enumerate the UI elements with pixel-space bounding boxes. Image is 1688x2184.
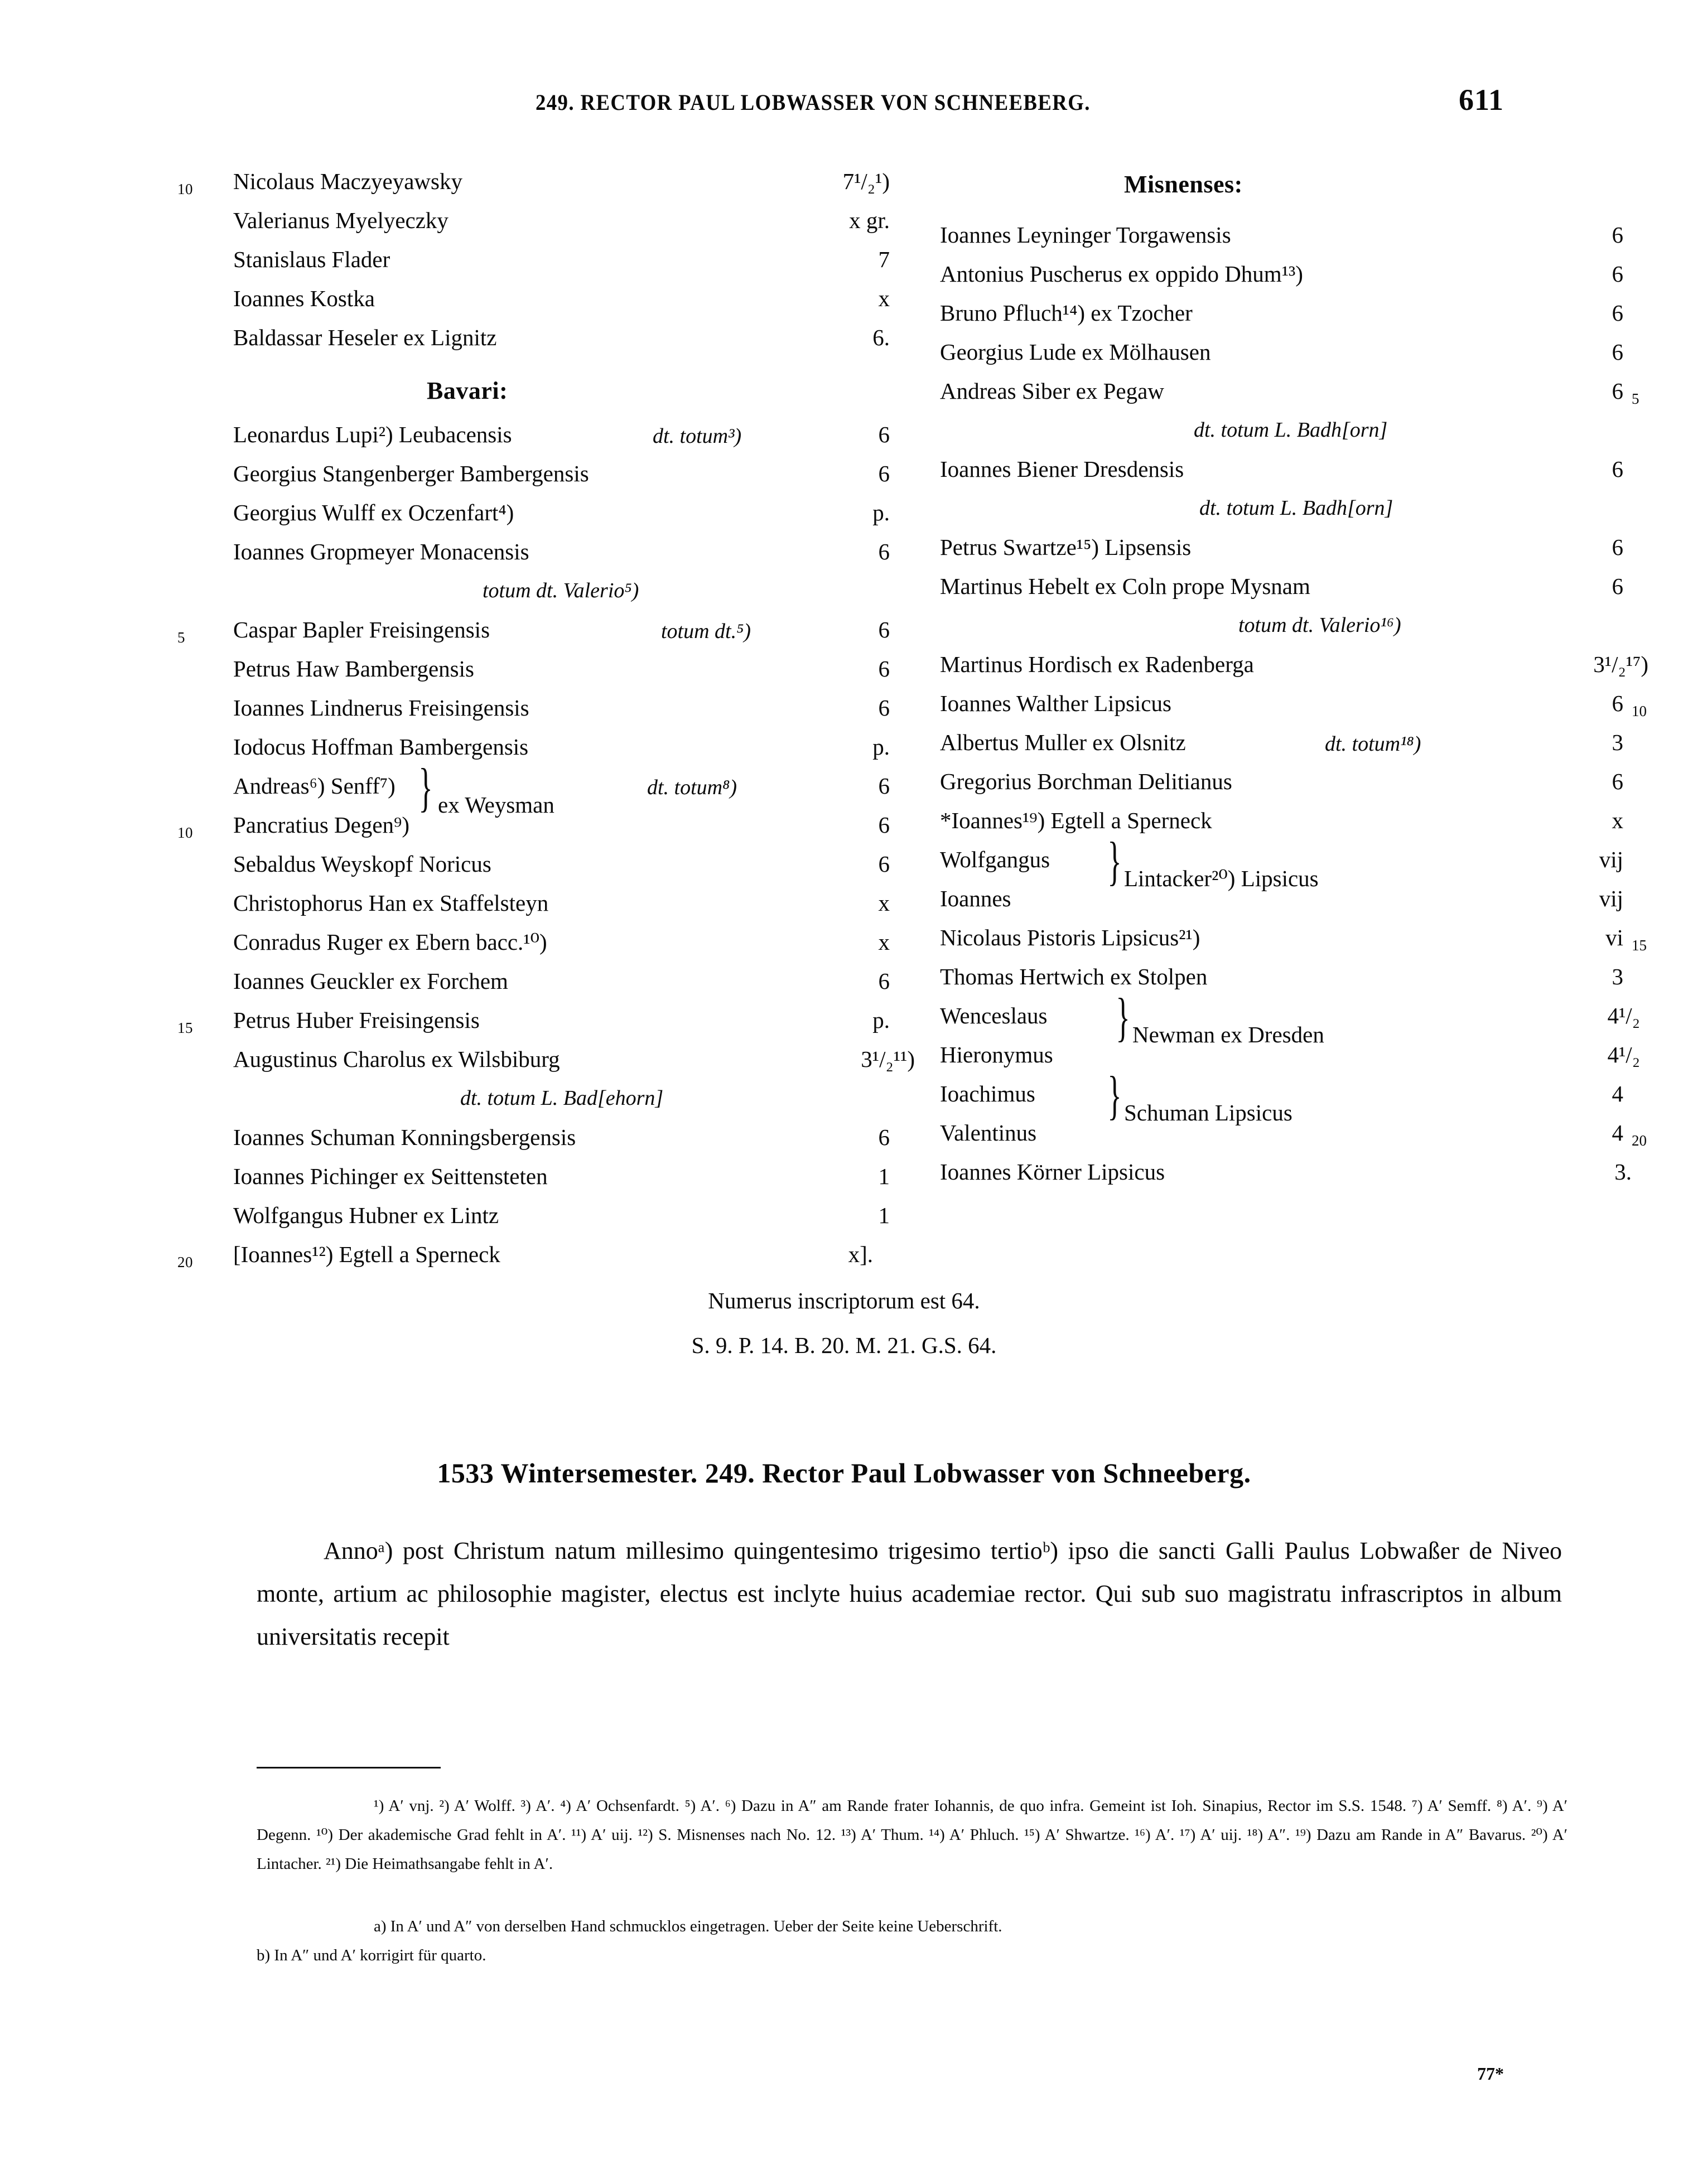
register-entry — [206, 1118, 920, 1157]
entry-name: Ioannes — [940, 886, 1011, 911]
entry-name: *Ioannes¹⁹) Egtell a Sperneck — [940, 808, 1212, 833]
register-entry — [940, 684, 1660, 723]
register-entry — [940, 645, 1660, 684]
continuation-line — [940, 410, 1660, 450]
entry-name: Martinus Hordisch ex Radenberga — [940, 651, 1254, 677]
line-number: 15 — [177, 1019, 193, 1036]
register-entry — [206, 1196, 920, 1235]
entry-amount: 6 — [1612, 222, 1623, 248]
entry-name: Augustinus Charolus ex Wilsbiburg — [233, 1046, 560, 1072]
entry-amount: 6 — [878, 851, 890, 877]
entry-name: Albertus Muller ex Olsnitz — [940, 729, 1186, 755]
register-entry — [940, 567, 1660, 606]
group-heading-bavari: Bavari: — [427, 377, 508, 404]
register-entry — [940, 371, 1660, 410]
entry-amount: x — [878, 929, 890, 955]
brace-icon: } — [1107, 1065, 1122, 1125]
entry-amount: 3¹/₂¹¹) — [861, 1046, 915, 1072]
entry-name: Wolfgangus — [940, 847, 1050, 872]
entry-name: Iodocus Hoffman Bambergensis — [233, 734, 529, 760]
left-column — [177, 162, 920, 1274]
register-entry — [940, 332, 1660, 371]
register-entry — [940, 293, 1660, 332]
register-entry-braced — [206, 766, 920, 805]
register-entry — [206, 240, 920, 279]
entry-name: Sebaldus Weyskopf Noricus — [233, 851, 491, 877]
entry-name: Leonardus Lupi²) Leubacensis — [233, 422, 512, 447]
entry-name: Conradus Ruger ex Ebern bacc.¹⁰) — [233, 929, 547, 955]
brace-label: Newman ex Dresden — [1132, 1022, 1324, 1047]
register-entry — [940, 801, 1660, 840]
entry-amount: 6 — [1612, 690, 1623, 716]
entry-name: Valentinus — [940, 1120, 1037, 1146]
entry-name: Ioannes Körner Lipsicus — [940, 1159, 1165, 1185]
entry-amount: 6 — [878, 812, 890, 838]
footnotes-lettered — [257, 1912, 1568, 1970]
entry-amount: x — [878, 286, 890, 311]
page-number: 611 — [1458, 83, 1504, 117]
entry-name: Baldassar Heseler ex Lignitz — [233, 325, 497, 350]
continuation-line — [940, 489, 1660, 528]
register-entry — [206, 1157, 920, 1196]
brace-label: Schuman Lipsicus — [1124, 1100, 1292, 1125]
summary-breakdown-line: S. 9. P. 14. B. 20. M. 21. G.S. 64. — [691, 1332, 997, 1358]
running-head — [223, 83, 1504, 123]
entry-amount: 4 — [1612, 1081, 1623, 1107]
entry-name: Ioannes Lindnerus Freisingensis — [233, 695, 529, 721]
register-entry — [206, 454, 920, 493]
entry-name: Petrus Huber Freisingensis — [233, 1007, 480, 1033]
line-number: 5 — [177, 629, 185, 646]
body-paragraph: Annoᵃ) post Christum natum millesimo quingentesimo trigesimo tertioᵇ) ipso die sancti Galli Paulus Lobwaßer de Niveo monte, artium ac philosophie magister, electus est inclyte huius academiae rector. Qui sub suo magistratu infrascriptos in album universitatis recepit — [257, 1537, 1562, 1650]
entry-amount: 6 — [1612, 456, 1623, 482]
continuation-text: totum dt. Valerio⁵) — [483, 579, 639, 602]
entry-amount: 6 — [878, 1124, 890, 1150]
register-entry — [206, 727, 920, 766]
entry-name: Georgius Lude ex Mölhausen — [940, 339, 1211, 365]
row-number: 10 — [1632, 703, 1647, 719]
entry-name: Georgius Stangenberger Bambergensis — [233, 461, 589, 486]
entry-name: Ioannes Gropmeyer Monacensis — [233, 539, 529, 564]
group-heading-row — [206, 357, 920, 415]
register-entry — [206, 532, 920, 571]
continuation-line — [206, 571, 920, 610]
brace-icon: } — [1107, 831, 1122, 891]
continuation-line — [940, 606, 1660, 645]
line-number: 20 — [177, 1254, 193, 1270]
entry-note: dt. totum⁸) — [647, 776, 737, 799]
entry-amount: vij — [1599, 886, 1623, 911]
entry-amount: x gr. — [849, 207, 890, 233]
register-entry-braced — [940, 1074, 1660, 1113]
entry-amount: 3. — [1614, 1159, 1632, 1185]
register-entry — [177, 610, 920, 649]
entry-amount: 6 — [878, 695, 890, 721]
register-entry — [206, 201, 920, 240]
register-entry — [206, 883, 920, 922]
register-entry — [206, 961, 920, 1001]
entry-amount: 7 — [878, 247, 890, 272]
summary-total-line: Numerus inscriptorum est 64. — [708, 1288, 980, 1313]
line-number: 10 — [177, 181, 193, 197]
footnote-b-text: b) In A″ und A′ korrigirt für quarto. — [257, 1946, 486, 1964]
entry-name: Petrus Swartze¹⁵) Lipsensis — [940, 534, 1192, 560]
entry-name: Ioannes Biener Dresdensis — [940, 456, 1184, 482]
register-entry — [206, 844, 920, 883]
row-number: 5 — [1632, 390, 1639, 407]
row-number: 20 — [1632, 1132, 1647, 1149]
entry-amount: 4¹/₂ — [1607, 1003, 1640, 1028]
register-entry — [940, 528, 1660, 567]
register-entry — [206, 493, 920, 532]
entry-name: Bruno Pfluch¹⁴) ex Tzocher — [940, 300, 1193, 326]
brace-icon: } — [418, 757, 433, 817]
entry-amount: 6 — [878, 422, 890, 447]
register-entry — [177, 1001, 920, 1040]
entry-amount: x]. — [848, 1241, 873, 1267]
group-heading-misnenses: Misnenses: — [1124, 171, 1243, 198]
entry-name: Wenceslaus — [940, 1003, 1048, 1028]
register-columns — [0, 162, 1688, 1299]
brace-icon: } — [1116, 987, 1130, 1047]
entry-amount: 1 — [878, 1202, 890, 1228]
entry-name: Andreas⁶) Senff⁷) — [233, 773, 396, 799]
row-number: 15 — [1632, 937, 1647, 954]
entry-name: Georgius Wulff ex Oczenfart⁴) — [233, 500, 514, 525]
register-entry — [206, 688, 920, 727]
register-entry — [206, 649, 920, 688]
register-entry — [940, 450, 1660, 489]
entry-name: Ioannes Kostka — [233, 286, 375, 311]
entry-amount: 6 — [1612, 378, 1623, 404]
entry-amount: 6 — [878, 968, 890, 994]
group-heading-row — [940, 162, 1660, 215]
sheet-signature: 77* — [1477, 2064, 1504, 2084]
entry-amount: 6 — [878, 539, 890, 564]
register-entry — [206, 922, 920, 961]
entry-name: Valerianus Myelyeczky — [233, 207, 448, 233]
entry-name: Pancratius Degen⁹) — [233, 812, 409, 838]
footnote-numbered-text: ¹) A′ vnj. ²) A′ Wolff. ³) A′. ⁴) A′ Ochsenfardt. ⁵) A′. ⁶) Dazu in A″ am Rande frater Iohannis, de quo infra. Gemeint ist Ioh. Sinapius, Rector im S.S. 1548. ⁷) A′ Semff. ⁸) A′. ⁹) A′ Degenn. ¹⁰) Der akademische Grad fehlt in A′. ¹¹) A′ uij. ¹²) S. Misnenses nach No. 12. ¹³) A′ Thum. ¹⁴) A′ Phluch. ¹⁵) A′ Shwartze. ¹⁶) A′. ¹⁷) A′ uij. ¹⁸) A″. ¹⁹) Dazu am Rande in A″ Bavarus. ²⁰) A′ Lintacher. ²¹) Die Heimathsangabe fehlt in A′. — [257, 1797, 1568, 1873]
register-entry — [940, 918, 1660, 957]
continuation-line — [206, 1079, 920, 1118]
entry-name: Ioannes Schuman Konningsbergensis — [233, 1124, 576, 1150]
register-entry — [940, 254, 1660, 293]
register-entry — [940, 1152, 1660, 1191]
entry-name: Ioannes Pichinger ex Seittensteten — [233, 1163, 548, 1189]
entry-amount: 1 — [878, 1163, 890, 1189]
entry-amount: 6 — [878, 461, 890, 486]
right-column — [940, 162, 1660, 1191]
entry-note: dt. totum¹⁸) — [1325, 732, 1421, 756]
entry-name: Nicolaus Pistoris Lipsicus²¹) — [940, 925, 1200, 950]
entry-amount: x — [878, 890, 890, 916]
entry-amount: p. — [872, 1007, 890, 1033]
entry-amount: vij — [1599, 847, 1623, 872]
entry-name: Christophorus Han ex Staffelsteyn — [233, 890, 549, 916]
register-entry — [206, 279, 920, 318]
entry-name: Gregorius Borchman Delitianus — [940, 769, 1232, 794]
brace-label: ex Weysman — [438, 792, 554, 818]
entry-amount: 7¹/₂¹) — [842, 168, 890, 194]
entry-name: Hieronymus — [940, 1042, 1053, 1067]
entry-amount: 4¹/₂ — [1607, 1042, 1640, 1067]
entry-name: Andreas Siber ex Pegaw — [940, 378, 1164, 404]
entry-amount: 3 — [1612, 964, 1623, 989]
entry-name: Ioannes Geuckler ex Forchem — [233, 968, 508, 994]
entry-name: Ioannes Leyninger Torgawensis — [940, 222, 1231, 248]
entry-name: Antonius Puscherus ex oppido Dhum¹³) — [940, 261, 1303, 287]
footnote-a-text: a) In A′ und A″ von derselben Hand schmucklos eingetragen. Ueber der Seite keine Ueberschrift. — [374, 1917, 1002, 1935]
brace-label: Lintacker²⁰) Lipsicus — [1124, 866, 1319, 891]
register-entry — [940, 957, 1660, 996]
entry-name: [Ioannes¹²) Egtell a Sperneck — [233, 1241, 500, 1267]
register-entry — [206, 318, 920, 357]
entry-note: dt. totum³) — [653, 424, 742, 448]
continuation-text: dt. totum L. Bad[ehorn] — [460, 1086, 664, 1110]
entry-name: Petrus Haw Bambergensis — [233, 656, 474, 682]
entry-name: Martinus Hebelt ex Coln prope Mysnam — [940, 573, 1310, 599]
register-entry — [940, 723, 1660, 762]
entry-amount: 3¹/₂¹⁷) — [1593, 651, 1648, 677]
entry-amount: p. — [872, 734, 890, 760]
register-entry — [940, 762, 1660, 801]
continuation-text: totum dt. Valerio¹⁶) — [1238, 613, 1401, 637]
entry-name: Nicolaus Maczyeyawsky — [233, 168, 463, 194]
entry-name: Stanislaus Flader — [233, 247, 390, 272]
footnotes-numbered — [257, 1791, 1568, 1878]
entry-note: totum dt.⁵) — [661, 620, 751, 643]
continuation-text: dt. totum L. Badh[orn] — [1194, 418, 1388, 442]
entry-amount: vi — [1605, 925, 1623, 950]
entry-amount: 6 — [1612, 573, 1623, 599]
footnote-rule — [257, 1767, 441, 1769]
register-entry — [177, 162, 920, 201]
entry-amount: 3 — [1612, 729, 1623, 755]
entry-amount: 6 — [878, 617, 890, 642]
entry-amount: p. — [872, 500, 890, 525]
line-number: 10 — [177, 824, 193, 841]
register-entry — [206, 1040, 920, 1079]
entry-amount: 6. — [872, 325, 890, 350]
entry-name: Ioachimus — [940, 1081, 1035, 1107]
register-entry — [177, 1235, 920, 1274]
entry-name: Caspar Bapler Freisingensis — [233, 617, 490, 642]
entry-amount: 6 — [1612, 769, 1623, 794]
entry-amount: 6 — [878, 656, 890, 682]
entry-name: Wolfgangus Hubner ex Lintz — [233, 1202, 499, 1228]
register-entry — [206, 415, 920, 454]
entry-name: Thomas Hertwich ex Stolpen — [940, 964, 1208, 989]
entry-amount: 4 — [1612, 1120, 1623, 1146]
continuation-text: dt. totum L. Badh[orn] — [1199, 496, 1393, 520]
entry-amount: 6 — [1612, 339, 1623, 365]
register-entry — [940, 215, 1660, 254]
running-head-title: 249. RECTOR PAUL LOBWASSER VON SCHNEEBERG. — [536, 90, 1091, 115]
entry-name: Ioannes Walther Lipsicus — [940, 690, 1171, 716]
entry-amount: x — [1612, 808, 1623, 833]
entry-amount: 6 — [1612, 261, 1623, 287]
entry-amount: 6 — [878, 773, 890, 799]
entry-amount: 6 — [1612, 534, 1623, 560]
entry-amount: 6 — [1612, 300, 1623, 326]
section-heading: 1533 Wintersemester. 249. Rector Paul Lobwasser von Schneeberg. — [437, 1457, 1251, 1489]
